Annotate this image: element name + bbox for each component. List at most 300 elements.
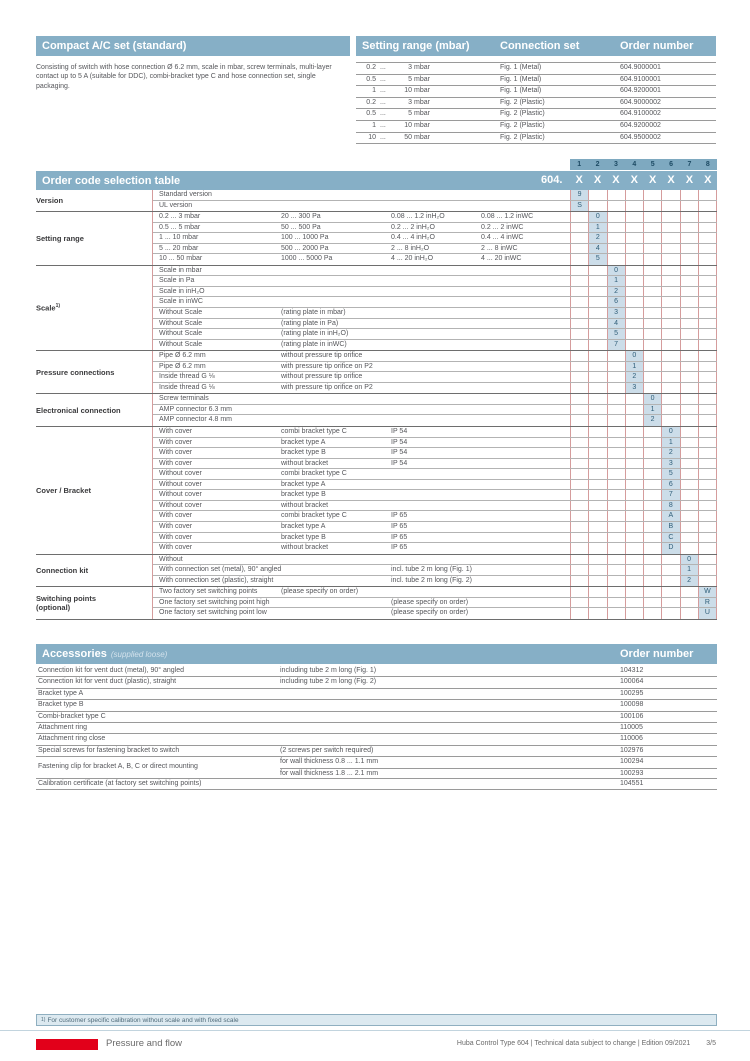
column-number: 5 [650, 161, 655, 168]
table-row [36, 712, 717, 723]
code-cell [698, 501, 716, 511]
code-cell-selected: 0 [607, 266, 625, 276]
code-cell [680, 469, 698, 479]
compact-set-header [36, 36, 350, 56]
code-cell [570, 469, 588, 479]
range-dots: ... [380, 64, 386, 71]
table-row [153, 522, 717, 533]
col-header-setting-range: Setting range (mbar) [362, 40, 470, 52]
code-cell [680, 405, 698, 415]
code-cell [607, 244, 625, 254]
code-grid [570, 598, 717, 608]
code-cell [680, 233, 698, 243]
code-grid [570, 587, 717, 597]
row-text: 4 ... 20 inWC [481, 255, 522, 263]
code-cell [570, 266, 588, 276]
range-unit: mbar [414, 133, 430, 141]
code-cell [625, 576, 643, 587]
code-cell [625, 276, 643, 286]
code-cell [570, 394, 588, 404]
code-grid [570, 201, 717, 212]
code-cell [625, 565, 643, 575]
row-text: Without Scale [159, 330, 203, 338]
row-text: Standard version [159, 191, 212, 198]
table-row [153, 490, 717, 501]
table-row [36, 723, 717, 734]
code-cell [680, 266, 698, 276]
code-cell [661, 329, 679, 339]
code-cell [625, 555, 643, 565]
code-cell [643, 201, 661, 212]
code-cell-selected: 1 [643, 405, 661, 415]
accessory-name: Connection kit for vent duct (plastic), straight [38, 678, 177, 686]
code-cell [588, 308, 606, 318]
code-cell-selected: 1 [625, 362, 643, 372]
code-cell [643, 448, 661, 458]
row-text: Pipe Ø 6.2 mm [159, 362, 206, 370]
code-cell [698, 469, 716, 479]
code-grid [570, 329, 717, 339]
accessory-detail: (2 screws per switch required) [280, 746, 374, 754]
code-cell [661, 362, 679, 372]
row-text: With cover [159, 459, 193, 467]
code-cell [588, 340, 606, 351]
row-text: 0.08 ... 1.2 inH₂O [391, 213, 445, 221]
table-row [36, 779, 717, 790]
code-cell [643, 480, 661, 490]
row-text: With cover [159, 428, 193, 436]
compact-set-table [356, 62, 716, 144]
code-cell [643, 469, 661, 479]
sub-row [280, 757, 717, 767]
order-number: 604.9000001 [620, 64, 661, 71]
table-row [153, 438, 717, 449]
table-row [153, 511, 717, 522]
code-cell [643, 522, 661, 532]
table-row [153, 427, 717, 438]
code-cell [698, 405, 716, 415]
code-cell [680, 276, 698, 286]
order-number: 604.9200001 [620, 87, 661, 95]
order-code-table [36, 190, 717, 620]
row-text: (rating plate in inWC) [281, 340, 347, 348]
code-cell [588, 459, 606, 469]
section-rows [152, 212, 717, 265]
table-row [153, 501, 717, 512]
table-row [153, 405, 717, 416]
code-cell-selected: 2 [625, 372, 643, 382]
table-row [356, 63, 716, 75]
code-cell [661, 587, 679, 597]
row-text: with pressure tip orifice on P2 [281, 383, 373, 391]
table-row [356, 121, 716, 133]
order-code-section [36, 587, 717, 620]
row-text: 100 ... 1000 Pa [281, 234, 329, 242]
table-row [153, 212, 717, 223]
table-row-group [36, 757, 717, 779]
code-cell [570, 576, 588, 587]
order-code-title: Order code selection table [42, 174, 181, 187]
range-low: 1 [372, 87, 376, 95]
code-cell [698, 415, 716, 426]
code-cell [661, 276, 679, 286]
code-cell [625, 201, 643, 212]
section-label: Scale$^{1)}$ [36, 303, 61, 313]
row-text: 2 ... 8 inWC [481, 244, 518, 252]
code-cell [625, 287, 643, 297]
column-number: 4 [632, 161, 637, 168]
col-header-order-number: Order number [620, 40, 694, 52]
code-cell [698, 319, 716, 329]
code-cell [698, 254, 716, 265]
range-low: 1 [372, 121, 376, 129]
code-cell-selected: 6 [661, 480, 679, 490]
section-rows [152, 587, 717, 619]
row-text: Inside thread G ⅛ [159, 373, 215, 381]
code-cell-selected: 5 [661, 469, 679, 479]
code-grid [570, 448, 717, 458]
code-cell [661, 608, 679, 619]
range-unit: mbar [414, 75, 430, 83]
connection-set: Fig. 2 (Plastic) [500, 98, 545, 106]
code-cell [661, 297, 679, 307]
code-grid [570, 565, 717, 575]
code-cell [625, 244, 643, 254]
code-cell [643, 223, 661, 233]
code-cell [570, 459, 588, 469]
code-cell [588, 469, 606, 479]
table-row [153, 233, 717, 244]
table-row [153, 223, 717, 234]
row-text: 2 ... 8 inH₂O [391, 244, 430, 252]
table-row [153, 340, 717, 351]
table-row [153, 469, 717, 480]
row-text: Screw terminals [159, 395, 209, 403]
section-label: Switching points (optional) [36, 594, 96, 613]
order-number: 102976 [620, 746, 644, 754]
row-text: without bracket [281, 459, 329, 467]
row-text: With cover [159, 512, 193, 520]
code-grid [570, 276, 717, 286]
code-cell [588, 522, 606, 532]
row-text: Without cover [159, 491, 202, 499]
table-row [153, 190, 717, 201]
code-cell [643, 190, 661, 200]
code-cell [588, 543, 606, 554]
code-cell [698, 522, 716, 532]
row-text: (rating plate in Pa) [281, 319, 339, 327]
code-cell [588, 565, 606, 575]
code-cell [607, 490, 625, 500]
section-label: Connection kit [36, 565, 89, 575]
code-cell [698, 223, 716, 233]
code-cell [570, 522, 588, 532]
order-code-prefix: 604. [541, 174, 563, 186]
code-cell-selected: 2 [661, 448, 679, 458]
order-number: 100064 [620, 678, 644, 686]
range-dots: ... [380, 75, 386, 83]
range-dots: ... [380, 110, 386, 118]
table-row [153, 287, 717, 298]
range-low: 0.2 [366, 64, 376, 71]
code-cell-selected: 3 [661, 459, 679, 469]
code-cell-selected: D [661, 543, 679, 554]
section-rows [152, 427, 717, 554]
order-number: 100106 [620, 712, 644, 720]
code-cell [661, 254, 679, 265]
code-cell [680, 383, 698, 394]
column-number: 3 [613, 161, 618, 168]
code-cell [588, 490, 606, 500]
code-cell-selected: 0 [588, 212, 606, 222]
x-placeholder: X [685, 174, 694, 186]
row-text: combi bracket type C [281, 470, 347, 478]
code-cell [698, 543, 716, 554]
code-cell [607, 459, 625, 469]
range-low: 10 [368, 133, 376, 141]
code-grid [570, 415, 717, 426]
code-cell-selected: 0 [643, 394, 661, 404]
code-cell [643, 383, 661, 394]
code-cell [588, 427, 606, 437]
row-text: combi bracket type C [281, 428, 347, 436]
code-cell [698, 212, 716, 222]
section-label: Cover / Bracket [36, 485, 92, 495]
code-cell [625, 319, 643, 329]
x-placeholder: X [667, 174, 675, 186]
x-placeholder: X [612, 174, 620, 186]
x-placeholder: X [575, 174, 583, 186]
code-cell-selected: 1 [661, 438, 679, 448]
code-cell [625, 415, 643, 426]
row-text: (rating plate in mbar) [281, 309, 346, 317]
table-row [356, 133, 716, 145]
code-cell [607, 362, 625, 372]
code-cell [570, 490, 588, 500]
code-cell [625, 587, 643, 597]
code-cell [625, 608, 643, 619]
code-cell [698, 438, 716, 448]
code-cell [661, 565, 679, 575]
code-cell [680, 522, 698, 532]
accessories-title: Accessories [42, 648, 107, 660]
footer-document-info: Huba Control Type 604 | Technical data subject to change | Edition 09/2021 [456, 1040, 691, 1047]
code-cell [588, 438, 606, 448]
code-cell [570, 405, 588, 415]
code-cell [570, 427, 588, 437]
code-cell [570, 383, 588, 394]
code-cell [680, 490, 698, 500]
range-unit: mbar [414, 110, 430, 118]
row-text: IP 54 [391, 449, 408, 457]
code-cell [625, 233, 643, 243]
row-text: bracket type A [281, 438, 326, 446]
code-cell [570, 501, 588, 511]
code-cell [680, 212, 698, 222]
code-cell [680, 459, 698, 469]
table-row [153, 362, 717, 373]
code-cell [643, 427, 661, 437]
code-cell [570, 233, 588, 243]
code-cell [643, 254, 661, 265]
table-row [153, 587, 717, 598]
code-cell [643, 233, 661, 243]
brand-logo [36, 1039, 98, 1050]
row-text: Without cover [159, 470, 202, 478]
table-row [153, 459, 717, 470]
code-cell-selected: 2 [680, 576, 698, 587]
code-cell [607, 469, 625, 479]
code-cell [643, 608, 661, 619]
code-cell [607, 372, 625, 382]
code-cell [680, 308, 698, 318]
connection-set: Fig. 2 (Plastic) [500, 133, 545, 141]
code-cell [570, 276, 588, 286]
code-grid [570, 340, 717, 351]
code-cell [625, 469, 643, 479]
code-cell [570, 223, 588, 233]
code-cell [698, 201, 716, 212]
order-number: 104312 [620, 667, 644, 674]
code-grid [570, 266, 717, 276]
code-cell [661, 598, 679, 608]
code-cell [643, 372, 661, 382]
table-row [356, 86, 716, 98]
accessory-name: Connection kit for vent duct (metal), 90° angled [38, 667, 184, 674]
code-cell [588, 587, 606, 597]
code-cell [680, 351, 698, 361]
code-cell [698, 362, 716, 372]
code-grid [570, 308, 717, 318]
row-text: Scale in Pa [159, 277, 195, 285]
code-cell [698, 329, 716, 339]
code-cell [625, 448, 643, 458]
section-label: Setting range [36, 233, 84, 243]
code-cell [661, 340, 679, 351]
code-cell [625, 543, 643, 554]
code-cell [588, 533, 606, 543]
code-cell [570, 308, 588, 318]
code-cell [680, 223, 698, 233]
row-text: without pressure tip orifice [281, 352, 363, 360]
row-text: 0.2 ... 2 inWC [481, 223, 524, 231]
code-cell [661, 287, 679, 297]
row-text: Pipe Ø 6.2 mm [159, 352, 206, 360]
code-grid [570, 438, 717, 448]
code-cell [698, 266, 716, 276]
accessory-name: Attachment ring [38, 723, 88, 731]
footer-divider [0, 1030, 750, 1031]
code-cell [680, 415, 698, 426]
code-cell [625, 598, 643, 608]
code-cell [588, 319, 606, 329]
code-cell [607, 480, 625, 490]
code-cell [570, 212, 588, 222]
row-text: With cover [159, 533, 193, 541]
code-cell-selected: 0 [661, 427, 679, 437]
code-cell [661, 190, 679, 200]
code-cell [570, 319, 588, 329]
footnote-text: For customer specific calibration without scale and with fixed scale [47, 1016, 239, 1024]
code-cell-selected: 9 [570, 190, 588, 200]
order-code-section [36, 555, 717, 588]
code-cell [643, 459, 661, 469]
section-label: Pressure connections [36, 367, 115, 377]
code-cell [625, 459, 643, 469]
code-cell [588, 297, 606, 307]
table-row [153, 276, 717, 287]
order-number: 100098 [620, 701, 644, 709]
row-text: Without Scale [159, 340, 203, 348]
code-cell [680, 319, 698, 329]
range-low: 0.5 [366, 110, 376, 118]
accessory-name: Combi-bracket type C [38, 712, 106, 720]
code-cell [643, 565, 661, 575]
range-dots: ... [380, 87, 386, 95]
code-cell [661, 351, 679, 361]
row-text: (rating plate in inH₂O) [281, 330, 349, 338]
code-cell [625, 308, 643, 318]
code-cell [607, 587, 625, 597]
code-grid [570, 459, 717, 469]
row-text: IP 65 [391, 512, 408, 520]
connection-set: Fig. 2 (Plastic) [500, 110, 545, 118]
code-cell [643, 490, 661, 500]
range-unit: mbar [414, 87, 430, 95]
code-cell [698, 394, 716, 404]
code-grid [570, 469, 717, 479]
code-cell-selected: 7 [661, 490, 679, 500]
column-number: 6 [669, 161, 674, 168]
code-cell [680, 362, 698, 372]
col-header-connection-set: Connection set [500, 40, 580, 52]
code-cell [680, 587, 698, 597]
range-dots: ... [380, 133, 386, 141]
code-cell-selected: R [698, 598, 716, 608]
code-cell-selected: 1 [588, 223, 606, 233]
row-text: (please specify on order) [281, 588, 359, 596]
table-row [153, 565, 717, 576]
code-grid [570, 511, 717, 521]
code-cell [570, 587, 588, 597]
code-cell-selected: 8 [661, 501, 679, 511]
code-cell [607, 501, 625, 511]
code-cell [643, 212, 661, 222]
row-text: Inside thread G ⅛ [159, 383, 215, 391]
row-text: 1000 ... 5000 Pa [281, 255, 333, 263]
table-row [153, 543, 717, 554]
column-number: 1 [577, 161, 582, 168]
table-row [153, 448, 717, 459]
code-cell [643, 351, 661, 361]
row-text: without pressure tip orifice [281, 373, 363, 381]
row-text: Without [159, 555, 183, 563]
code-grid [570, 319, 717, 329]
code-cell [680, 244, 698, 254]
row-text: IP 65 [391, 544, 408, 552]
code-grid [570, 212, 717, 222]
row-text: 0.5 ... 5 mbar [159, 223, 201, 231]
row-text: 500 ... 2000 Pa [281, 244, 329, 252]
code-cell [607, 555, 625, 565]
code-grid [570, 490, 717, 500]
table-row [153, 201, 717, 212]
table-row [356, 98, 716, 110]
code-grid [570, 254, 717, 265]
section-rows [152, 266, 717, 350]
code-cell [607, 351, 625, 361]
code-cell [643, 287, 661, 297]
